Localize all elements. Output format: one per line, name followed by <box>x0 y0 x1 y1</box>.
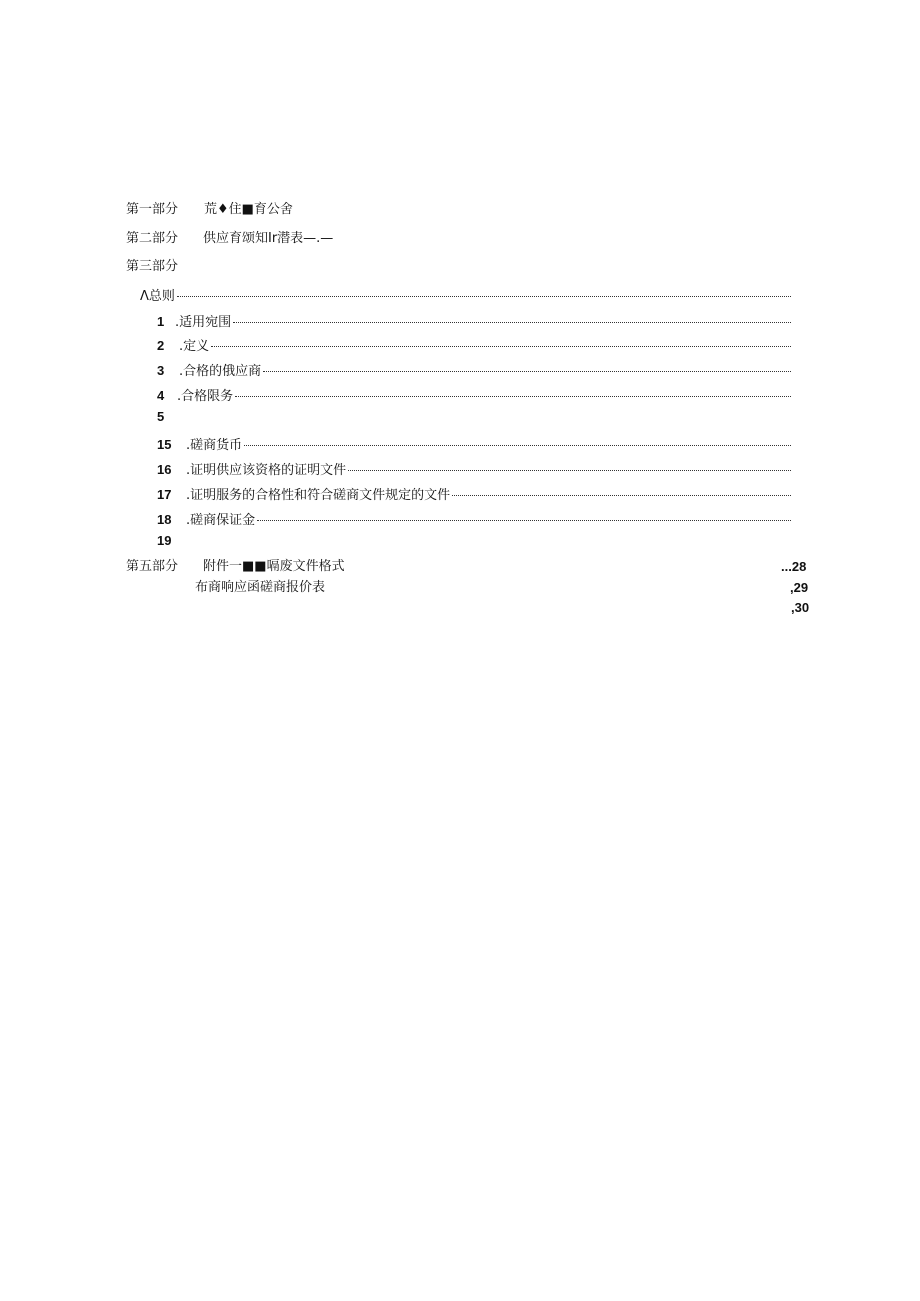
toc-item-number: 17 <box>157 487 172 502</box>
toc-item-15 <box>157 434 791 453</box>
part-2-heading <box>0 229 920 249</box>
toc-item-5 <box>157 409 164 424</box>
part-1-title: 荒♦住■育公舍 <box>204 202 293 217</box>
part-2-label: 第二部分 <box>126 231 179 246</box>
toc-item-text: .定义 <box>179 339 210 354</box>
part-3-heading <box>0 257 920 277</box>
part-5-heading <box>0 557 920 577</box>
toc-leader <box>235 396 791 397</box>
toc-general-text: Λ总则 <box>140 289 175 304</box>
toc-general-row <box>140 285 791 304</box>
part-5-page-number: ...28 <box>781 559 807 574</box>
toc-item-2 <box>157 335 791 354</box>
toc-item-text: .磋商保证金 <box>186 513 256 528</box>
toc-item-number: 19 <box>157 533 172 548</box>
toc-leader <box>244 445 791 446</box>
toc-leader <box>263 371 791 372</box>
toc-leader <box>211 346 791 347</box>
toc-leader <box>233 322 791 323</box>
part-5-subitem <box>0 578 920 598</box>
toc-item-text: .合格的俄应商 <box>179 364 262 379</box>
toc-item-text: .适用宛围 <box>175 315 232 330</box>
toc-item-17 <box>157 484 791 503</box>
toc-item-16 <box>157 459 791 478</box>
part-3-label: 第三部分 <box>126 259 179 274</box>
toc-leader <box>177 296 791 297</box>
toc-item-number: 3 <box>157 363 165 378</box>
part-5-subitem-page-number: ,29 <box>790 580 809 595</box>
toc-item-3 <box>157 360 791 379</box>
toc-leader <box>257 520 791 521</box>
toc-item-19 <box>157 533 171 548</box>
part-5-label: 第五部分 <box>126 559 179 574</box>
toc-item-text: .证明服务的合格性和符合磋商文件规定的文件 <box>186 488 451 503</box>
toc-item-number: 1 <box>157 314 165 329</box>
toc-item-number: 18 <box>157 512 172 527</box>
toc-item-text: .合格限务 <box>177 389 234 404</box>
toc-leader <box>452 495 791 496</box>
toc-item-text: .磋商货币 <box>186 438 243 453</box>
part-5-title: 附件一■■嗝废文件格式 <box>203 559 345 574</box>
part-1-label: 第一部分 <box>126 202 179 217</box>
toc-item-text: .证明供应该资格的证明文件 <box>186 463 347 478</box>
toc-item-number: 16 <box>157 462 172 477</box>
toc-item-number: 15 <box>157 437 172 452</box>
toc-leader <box>348 470 791 471</box>
extra-page-line <box>0 598 920 618</box>
part-5-subitem-title: 布商响应函磋商报价表 <box>195 580 326 595</box>
part-1-heading <box>0 200 920 220</box>
toc-item-number: 2 <box>157 338 165 353</box>
toc-item-18 <box>157 509 791 528</box>
toc-item-4 <box>157 385 791 404</box>
extra-page-number: ,30 <box>791 600 810 615</box>
toc-item-1 <box>157 311 791 330</box>
part-2-title: 供应育颂知Ir潜表—.— <box>203 231 334 246</box>
toc-item-number: 4 <box>157 388 165 403</box>
toc-item-number: 5 <box>157 409 165 424</box>
